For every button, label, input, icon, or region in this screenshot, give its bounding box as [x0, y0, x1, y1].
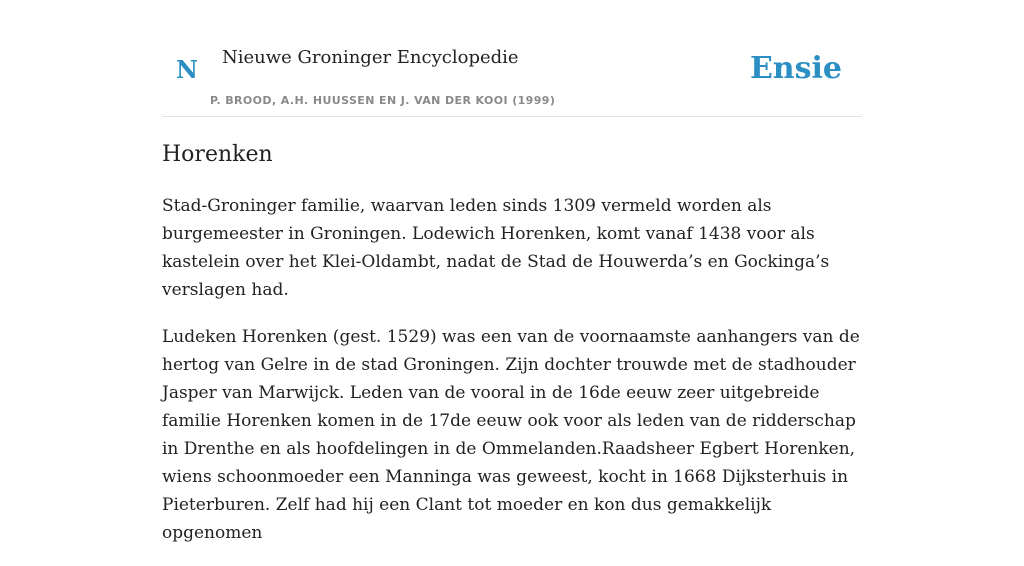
article-title: Horenken: [162, 142, 273, 167]
book-logo-icon[interactable]: N: [176, 55, 198, 84]
book-header: [162, 0, 862, 117]
book-title[interactable]: Nieuwe Groninger Encyclopedie: [222, 47, 519, 68]
brand-logo[interactable]: Ensie: [749, 51, 842, 86]
book-authors: P. BROOD, A.H. HUUSSEN EN J. VAN DER KOOI (1999): [210, 94, 556, 107]
article-body: [162, 192, 862, 566]
article-paragraph: Stad-Groninger familie, waarvan leden sinds 1309 vermeld worden als burgemeester in Groningen. Lodewich Horenken, komt vanaf 1438 voor als kastelein over het Klei-Oldambt, nadat de Stad de Houwerda’s en Gockinga’s verslagen had.: [162, 196, 830, 300]
article-paragraph: Ludeken Horenken (gest. 1529) was een van de voornaamste aanhangers van de hertog van Gelre in de stad Groningen. Zijn dochter trouwde met de stadhouder Jasper van Marwijck. Leden van de vooral in de 16de eeuw zeer uitgebreide familie Horenken komen in de 17de eeuw ook voor als leden van de ridderschap in Drenthe en als hoofdelingen in de Ommelanden.Raadsheer Egbert Horenken, wiens schoonmoeder een Manninga was geweest, kocht in 1668 Dijksterhuis in Pieterburen. Zelf had hij een Clant tot moeder en kon dus gemakkelijk opgenomen: [162, 327, 860, 543]
